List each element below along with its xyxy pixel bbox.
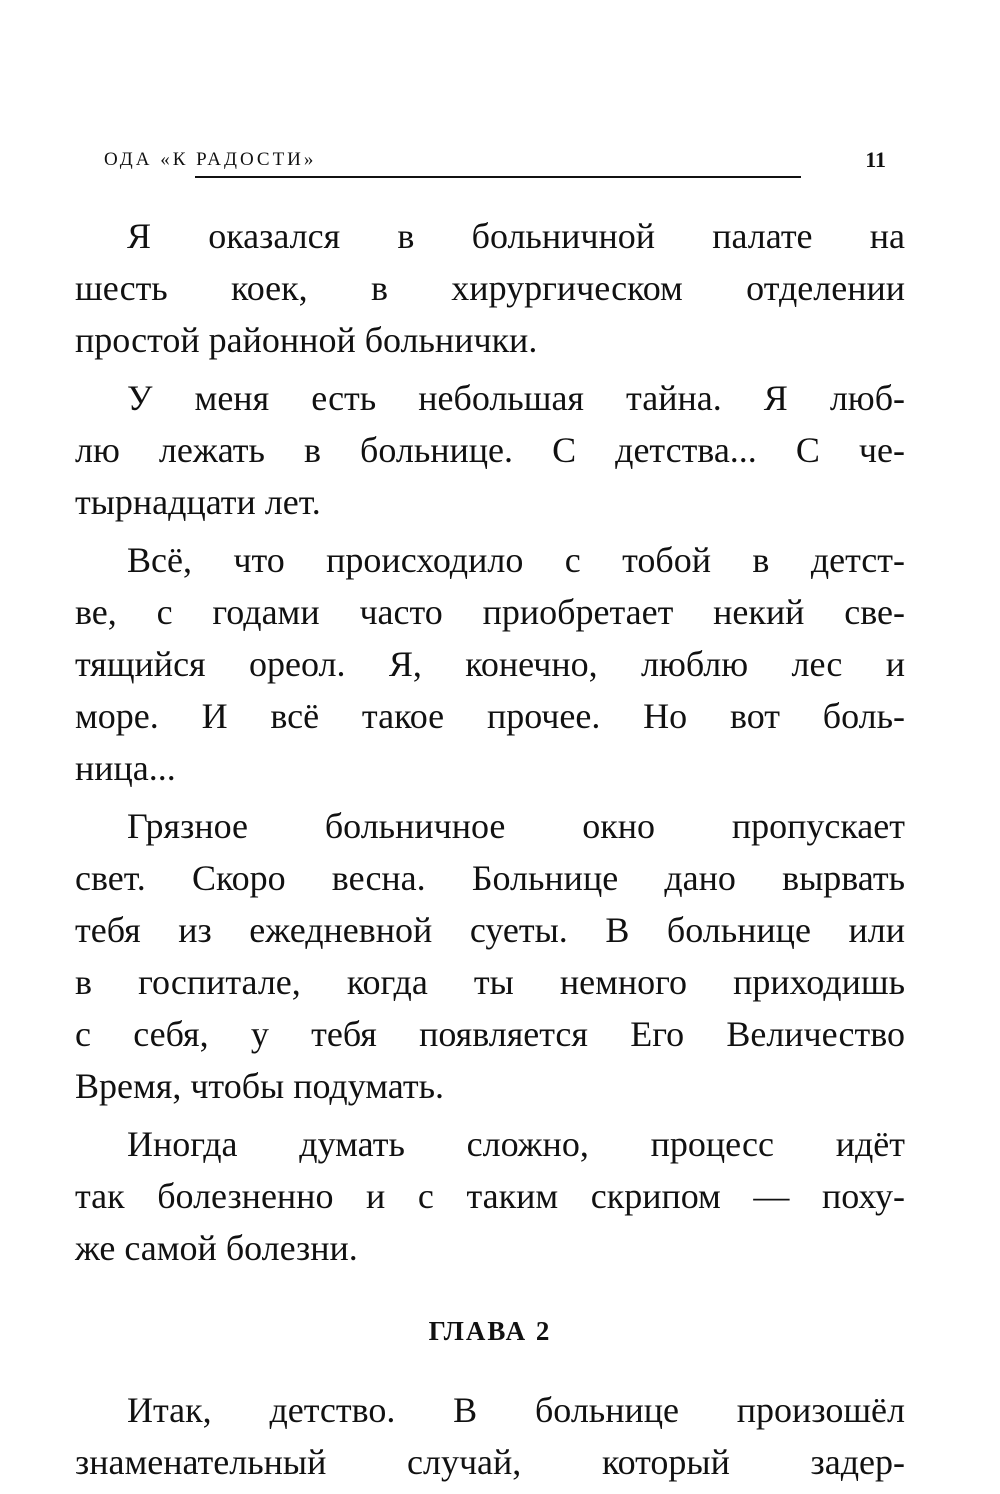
text-line: шесть коек, в хирургическом отделении bbox=[75, 268, 905, 308]
text-line: ница... bbox=[75, 748, 176, 788]
text-line: лю лежать в больнице. С детства... С че- bbox=[75, 430, 905, 470]
chapter-paragraph bbox=[75, 1384, 905, 1488]
text-line: Всё, что происходило с тобой в детст- bbox=[127, 540, 905, 580]
text-line: простой районной больнички. bbox=[75, 320, 538, 360]
text-line: У меня есть небольшая тайна. Я люб- bbox=[127, 378, 905, 418]
paragraph-4 bbox=[75, 800, 905, 1112]
text-line: Грязное больничное окно пропускает bbox=[127, 806, 905, 846]
text-line: Итак, детство. В больнице произошёл bbox=[127, 1390, 905, 1430]
text-line: тящийся ореол. Я, конечно, люблю лес и bbox=[75, 644, 905, 684]
text-line: же самой болезни. bbox=[75, 1228, 358, 1268]
header-rule bbox=[195, 176, 801, 178]
text-line: свет. Скоро весна. Больнице дано вырвать bbox=[75, 858, 905, 898]
paragraph-5 bbox=[75, 1118, 905, 1274]
text-line: с себя, у тебя появляется Его Величество bbox=[75, 1014, 905, 1054]
paragraph-1 bbox=[75, 210, 905, 366]
text-line: Иногда думать сложно, процесс идёт bbox=[127, 1124, 905, 1164]
body-text bbox=[75, 210, 905, 1494]
text-line: ве, с годами часто приобретает некий све- bbox=[75, 592, 905, 632]
text-line: море. И всё такое прочее. Но вот боль- bbox=[75, 696, 905, 736]
text-line: знаменательный случай, который задер- bbox=[75, 1442, 905, 1482]
running-head bbox=[100, 145, 900, 185]
paragraph-3 bbox=[75, 534, 905, 794]
text-line: Я оказался в больничной палате на bbox=[127, 216, 905, 256]
text-line: Время, чтобы подумать. bbox=[75, 1066, 444, 1106]
paragraph-2 bbox=[75, 372, 905, 528]
text-line: в госпитале, когда ты немного приходишь bbox=[75, 962, 905, 1002]
chapter-heading: ГЛАВА 2 bbox=[428, 1316, 552, 1346]
text-line: тебя из ежедневной суеты. В больнице или bbox=[75, 910, 905, 950]
running-title: ОДА «К РАДОСТИ» bbox=[104, 149, 317, 170]
text-line: тырнадцати лет. bbox=[75, 482, 321, 522]
text-line: так болезненно и с таким скрипом — поху- bbox=[75, 1176, 905, 1216]
page-number: 11 bbox=[865, 147, 886, 172]
